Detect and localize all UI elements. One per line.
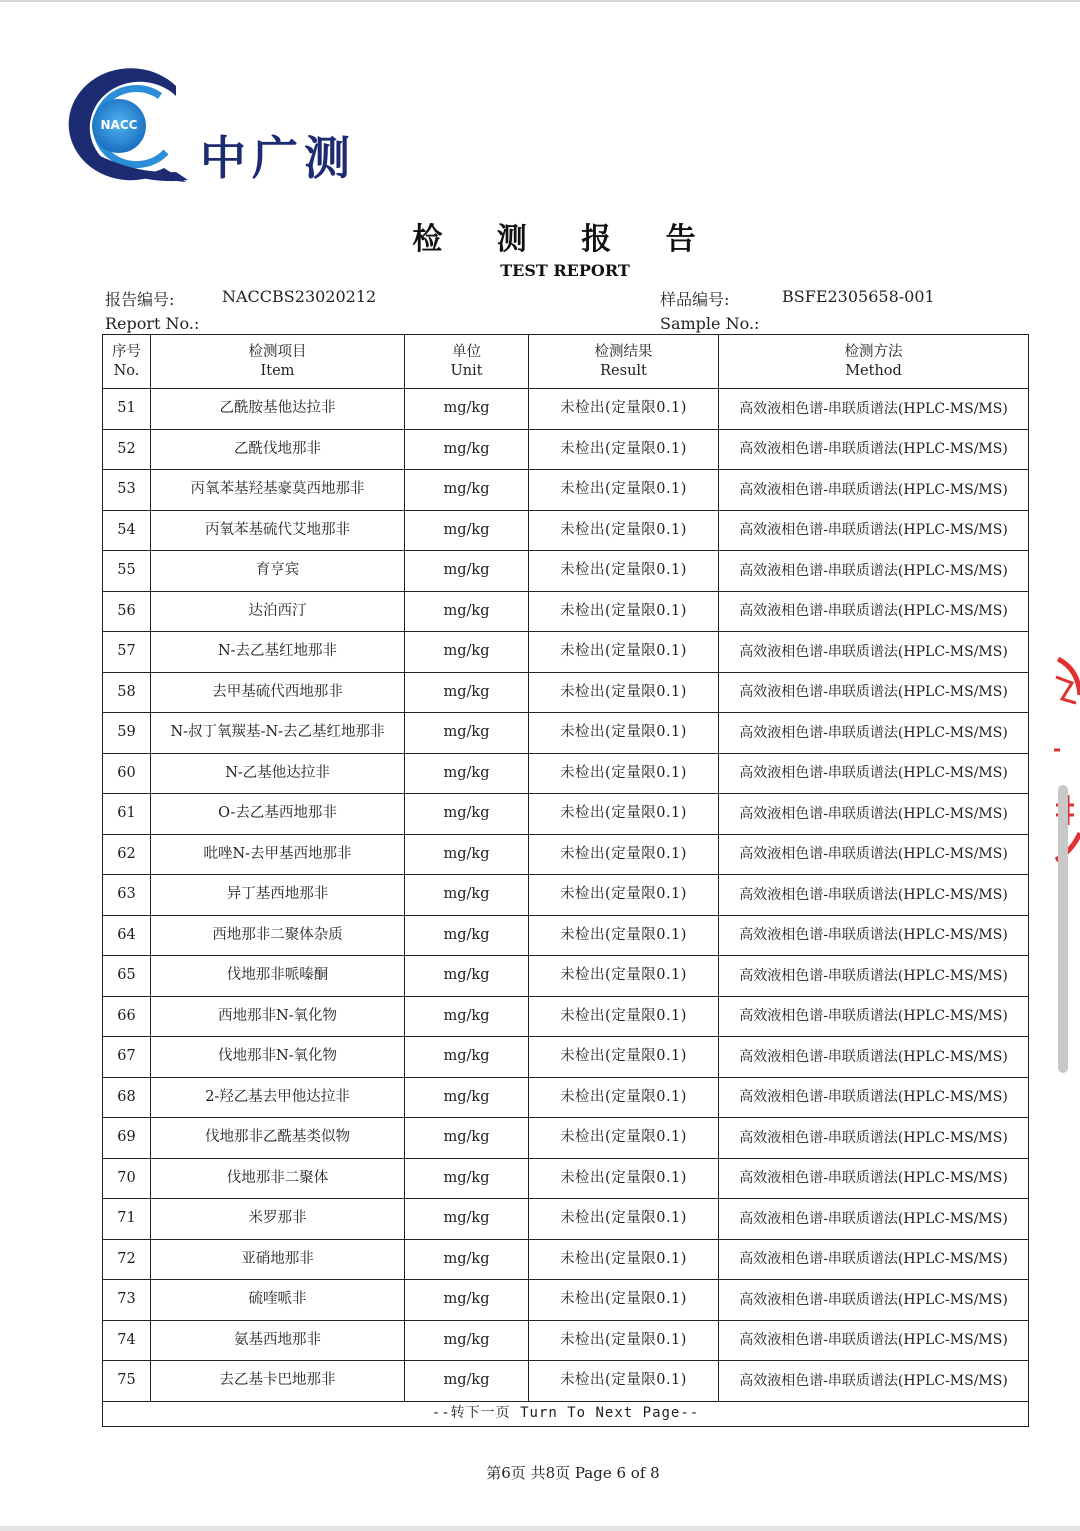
report-no-label-cn: 报告编号:: [105, 290, 175, 309]
row-number: 66: [103, 996, 151, 1037]
row-method: 高效液相色谱-串联质谱法(HPLC-MS/MS): [719, 996, 1029, 1037]
row-method: 高效液相色谱-串联质谱法(HPLC-MS/MS): [719, 1280, 1029, 1321]
row-result: 未检出(定量限0.1): [529, 429, 719, 470]
next-page-note: --转下一页 Turn To Next Page--: [103, 1401, 1029, 1426]
table-row: [103, 1077, 1029, 1118]
row-number: 68: [103, 1077, 151, 1118]
row-item: 2-羟乙基去甲他达拉非: [151, 1077, 405, 1118]
table-row: [103, 834, 1029, 875]
table-row: [103, 632, 1029, 673]
table-row: [103, 1199, 1029, 1240]
report-no-label-en: Report No.:: [105, 314, 200, 333]
row-unit: mg/kg: [405, 672, 529, 713]
row-unit: mg/kg: [405, 713, 529, 754]
row-item: 丙氧苯基羟基豪莫西地那非: [151, 470, 405, 511]
row-unit: mg/kg: [405, 875, 529, 916]
row-unit: mg/kg: [405, 389, 529, 430]
header-no: 序号 No.: [103, 335, 151, 389]
row-result: 未检出(定量限0.1): [529, 834, 719, 875]
sample-no-label-cn: 样品编号:: [660, 290, 730, 309]
row-result: 未检出(定量限0.1): [529, 1361, 719, 1402]
row-result: 未检出(定量限0.1): [529, 632, 719, 673]
row-number: 69: [103, 1118, 151, 1159]
row-unit: mg/kg: [405, 996, 529, 1037]
row-result: 未检出(定量限0.1): [529, 794, 719, 835]
row-method: 高效液相色谱-串联质谱法(HPLC-MS/MS): [719, 470, 1029, 511]
table-row: [103, 794, 1029, 835]
row-unit: mg/kg: [405, 510, 529, 551]
row-method: 高效液相色谱-串联质谱法(HPLC-MS/MS): [719, 794, 1029, 835]
bottom-edge-line: [0, 1526, 1080, 1531]
row-unit: mg/kg: [405, 1199, 529, 1240]
table-row: [103, 713, 1029, 754]
table-row: [103, 672, 1029, 713]
row-unit: mg/kg: [405, 794, 529, 835]
row-method: 高效液相色谱-串联质谱法(HPLC-MS/MS): [719, 915, 1029, 956]
row-number: 70: [103, 1158, 151, 1199]
report-title-en: TEST REPORT: [500, 261, 630, 280]
row-unit: mg/kg: [405, 470, 529, 511]
row-result: 未检出(定量限0.1): [529, 875, 719, 916]
row-number: 51: [103, 389, 151, 430]
row-result: 未检出(定量限0.1): [529, 551, 719, 592]
row-unit: mg/kg: [405, 551, 529, 592]
row-item: N-去乙基红地那非: [151, 632, 405, 673]
row-unit: mg/kg: [405, 1158, 529, 1199]
row-number: 67: [103, 1037, 151, 1078]
table-header-row: [103, 335, 1029, 389]
row-item: N-叔丁氧羰基-N-去乙基红地那非: [151, 713, 405, 754]
table-row: [103, 1320, 1029, 1361]
header-method: 检测方法 Method: [719, 335, 1029, 389]
row-result: 未检出(定量限0.1): [529, 713, 719, 754]
row-method: 高效液相色谱-串联质谱法(HPLC-MS/MS): [719, 1037, 1029, 1078]
row-unit: mg/kg: [405, 1361, 529, 1402]
row-method: 高效液相色谱-串联质谱法(HPLC-MS/MS): [719, 632, 1029, 673]
table-footer-row: [103, 1401, 1029, 1426]
row-unit: mg/kg: [405, 1239, 529, 1280]
row-result: 未检出(定量限0.1): [529, 915, 719, 956]
row-unit: mg/kg: [405, 915, 529, 956]
row-result: 未检出(定量限0.1): [529, 1037, 719, 1078]
row-item: 异丁基西地那非: [151, 875, 405, 916]
row-method: 高效液相色谱-串联质谱法(HPLC-MS/MS): [719, 875, 1029, 916]
row-number: 73: [103, 1280, 151, 1321]
row-item: 硫喹哌非: [151, 1280, 405, 1321]
row-unit: mg/kg: [405, 956, 529, 997]
row-number: 60: [103, 753, 151, 794]
table-row: [103, 996, 1029, 1037]
row-result: 未检出(定量限0.1): [529, 1158, 719, 1199]
row-unit: mg/kg: [405, 429, 529, 470]
row-item: 去甲基硫代西地那非: [151, 672, 405, 713]
row-result: 未检出(定量限0.1): [529, 389, 719, 430]
row-item: 西地那非二聚体杂质: [151, 915, 405, 956]
table-row: [103, 429, 1029, 470]
row-result: 未检出(定量限0.1): [529, 1320, 719, 1361]
row-unit: mg/kg: [405, 1037, 529, 1078]
table-row: [103, 753, 1029, 794]
row-result: 未检出(定量限0.1): [529, 1077, 719, 1118]
row-item: 育亨宾: [151, 551, 405, 592]
table-row: [103, 915, 1029, 956]
table-row: [103, 510, 1029, 551]
scrollbar-thumb[interactable]: [1058, 785, 1068, 1073]
table-row: [103, 1118, 1029, 1159]
row-number: 75: [103, 1361, 151, 1402]
row-unit: mg/kg: [405, 632, 529, 673]
header-unit: 单位 Unit: [405, 335, 529, 389]
row-item: 吡唑N-去甲基西地那非: [151, 834, 405, 875]
row-method: 高效液相色谱-串联质谱法(HPLC-MS/MS): [719, 1239, 1029, 1280]
header-item: 检测项目 Item: [151, 335, 405, 389]
row-item: 米罗那非: [151, 1199, 405, 1240]
row-item: 去乙基卡巴地那非: [151, 1361, 405, 1402]
brand-name: 中广测: [200, 131, 356, 185]
row-item: 伐地那非乙酰基类似物: [151, 1118, 405, 1159]
table-row: [103, 1239, 1029, 1280]
row-item: 达泊西汀: [151, 591, 405, 632]
results-table: [102, 334, 1029, 1427]
row-result: 未检出(定量限0.1): [529, 1118, 719, 1159]
row-method: 高效液相色谱-串联质谱法(HPLC-MS/MS): [719, 429, 1029, 470]
row-item: N-乙基他达拉非: [151, 753, 405, 794]
row-number: 64: [103, 915, 151, 956]
row-number: 72: [103, 1239, 151, 1280]
row-method: 高效液相色谱-串联质谱法(HPLC-MS/MS): [719, 1320, 1029, 1361]
row-result: 未检出(定量限0.1): [529, 1280, 719, 1321]
row-number: 54: [103, 510, 151, 551]
row-method: 高效液相色谱-串联质谱法(HPLC-MS/MS): [719, 1361, 1029, 1402]
report-no-value: NACCBS23020212: [222, 287, 377, 306]
row-item: 乙酰伐地那非: [151, 429, 405, 470]
row-number: 71: [103, 1199, 151, 1240]
row-number: 55: [103, 551, 151, 592]
row-item: 伐地那非N-氧化物: [151, 1037, 405, 1078]
row-result: 未检出(定量限0.1): [529, 753, 719, 794]
row-method: 高效液相色谱-串联质谱法(HPLC-MS/MS): [719, 1158, 1029, 1199]
row-method: 高效液相色谱-串联质谱法(HPLC-MS/MS): [719, 1199, 1029, 1240]
header-result: 检测结果 Result: [529, 335, 719, 389]
row-item: 伐地那非二聚体: [151, 1158, 405, 1199]
row-unit: mg/kg: [405, 834, 529, 875]
row-method: 高效液相色谱-串联质谱法(HPLC-MS/MS): [719, 713, 1029, 754]
row-unit: mg/kg: [405, 753, 529, 794]
row-result: 未检出(定量限0.1): [529, 591, 719, 632]
row-number: 63: [103, 875, 151, 916]
row-item: 西地那非N-氧化物: [151, 996, 405, 1037]
table-row: [103, 875, 1029, 916]
table-row: [103, 1361, 1029, 1402]
row-unit: mg/kg: [405, 1118, 529, 1159]
row-unit: mg/kg: [405, 1280, 529, 1321]
row-number: 56: [103, 591, 151, 632]
nacc-badge-text: NACC: [100, 118, 138, 132]
row-result: 未检出(定量限0.1): [529, 510, 719, 551]
row-item: 亚硝地那非: [151, 1239, 405, 1280]
row-result: 未检出(定量限0.1): [529, 956, 719, 997]
row-result: 未检出(定量限0.1): [529, 470, 719, 511]
row-number: 61: [103, 794, 151, 835]
table-row: [103, 956, 1029, 997]
row-result: 未检出(定量限0.1): [529, 1239, 719, 1280]
row-unit: mg/kg: [405, 591, 529, 632]
row-number: 74: [103, 1320, 151, 1361]
row-item: 伐地那非哌嗪酮: [151, 956, 405, 997]
row-method: 高效液相色谱-串联质谱法(HPLC-MS/MS): [719, 753, 1029, 794]
row-method: 高效液相色谱-串联质谱法(HPLC-MS/MS): [719, 1077, 1029, 1118]
report-title-cn: 检 测 报 告: [412, 222, 718, 257]
row-unit: mg/kg: [405, 1320, 529, 1361]
row-item: 氨基西地那非: [151, 1320, 405, 1361]
table-row: [103, 551, 1029, 592]
row-item: 丙氧苯基硫代艾地那非: [151, 510, 405, 551]
sample-no-value: BSFE2305658-001: [782, 287, 935, 306]
row-method: 高效液相色谱-串联质谱法(HPLC-MS/MS): [719, 672, 1029, 713]
table-row: [103, 1280, 1029, 1321]
row-method: 高效液相色谱-串联质谱法(HPLC-MS/MS): [719, 956, 1029, 997]
table-row: [103, 1037, 1029, 1078]
row-result: 未检出(定量限0.1): [529, 996, 719, 1037]
row-item: O-去乙基西地那非: [151, 794, 405, 835]
row-number: 53: [103, 470, 151, 511]
row-number: 62: [103, 834, 151, 875]
page-number: 第6页 共8页 Page 6 of 8: [486, 1464, 660, 1482]
sample-no-label-en: Sample No.:: [660, 314, 760, 333]
row-unit: mg/kg: [405, 1077, 529, 1118]
row-method: 高效液相色谱-串联质谱法(HPLC-MS/MS): [719, 591, 1029, 632]
row-result: 未检出(定量限0.1): [529, 1199, 719, 1240]
row-method: 高效液相色谱-串联质谱法(HPLC-MS/MS): [719, 834, 1029, 875]
row-item: 乙酰胺基他达拉非: [151, 389, 405, 430]
table-row: [103, 470, 1029, 511]
table-row: [103, 389, 1029, 430]
row-method: 高效液相色谱-串联质谱法(HPLC-MS/MS): [719, 1118, 1029, 1159]
table-row: [103, 591, 1029, 632]
row-number: 58: [103, 672, 151, 713]
row-method: 高效液相色谱-串联质谱法(HPLC-MS/MS): [719, 510, 1029, 551]
row-number: 59: [103, 713, 151, 754]
row-result: 未检出(定量限0.1): [529, 672, 719, 713]
row-method: 高效液相色谱-串联质谱法(HPLC-MS/MS): [719, 389, 1029, 430]
top-edge-line: [0, 0, 1080, 2]
row-number: 52: [103, 429, 151, 470]
row-method: 高效液相色谱-串联质谱法(HPLC-MS/MS): [719, 551, 1029, 592]
row-number: 57: [103, 632, 151, 673]
row-number: 65: [103, 956, 151, 997]
table-row: [103, 1158, 1029, 1199]
